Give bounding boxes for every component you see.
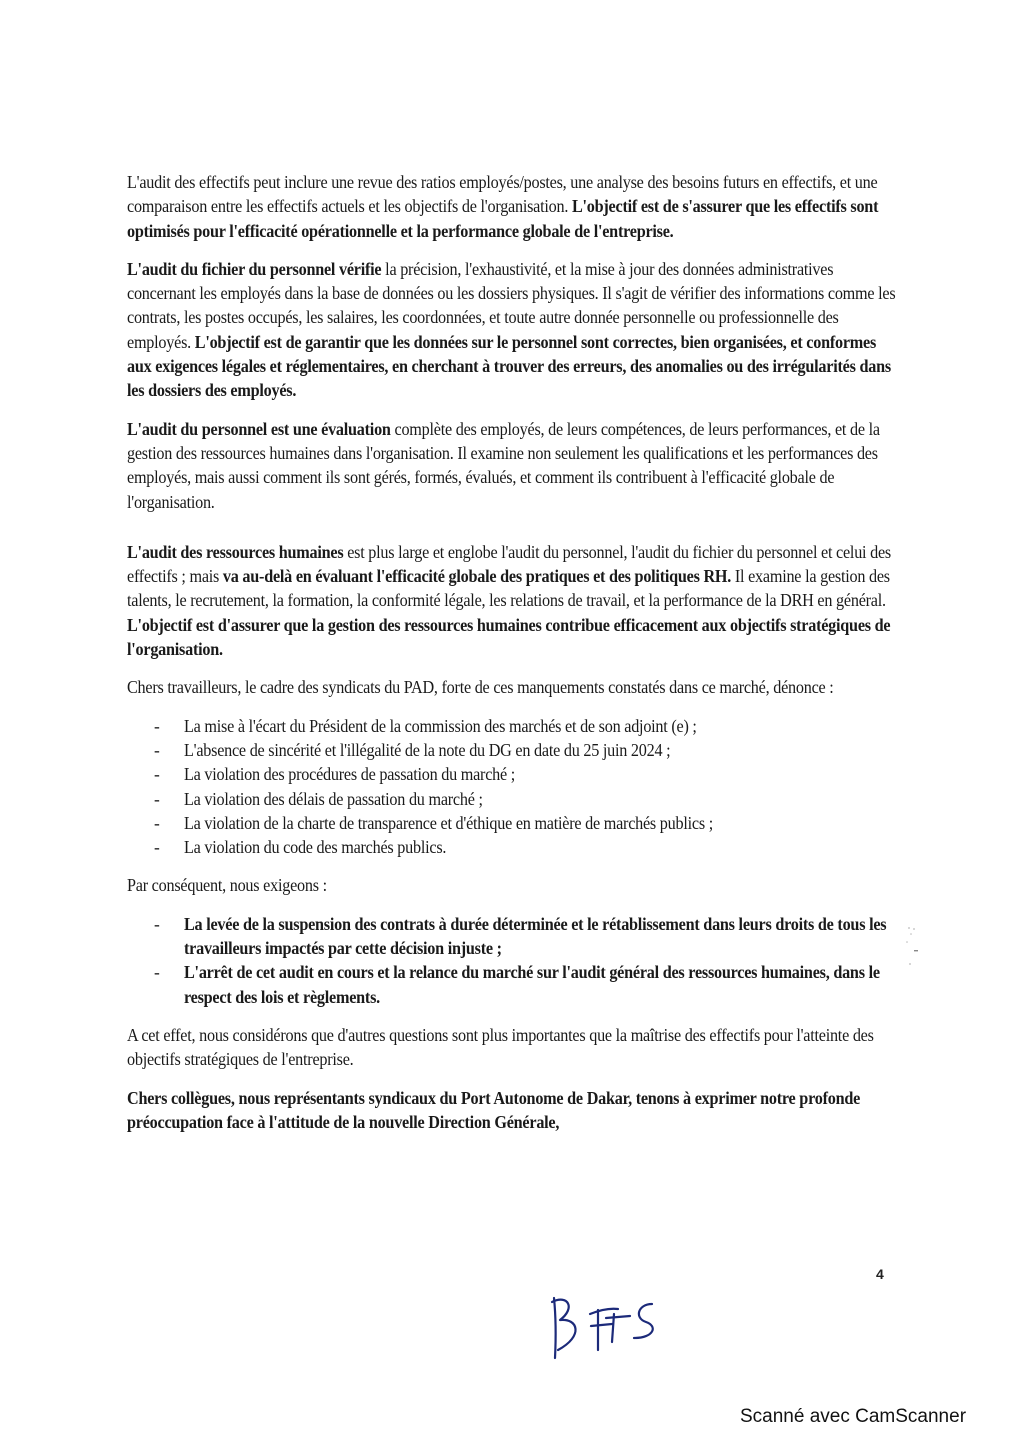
paragraph-text: Par conséquent, nous exigeons :: [127, 875, 327, 896]
noise-dot: [914, 950, 918, 951]
list-dash: -: [154, 962, 160, 983]
paragraph-bold-mid: va au-delà en évaluant l'efficacité globale des pratiques et des politiques RH.: [222, 566, 732, 587]
paragraph-audit-rh: [127, 540, 897, 661]
paragraph-text: L'audit des effectifs peut inclure une revue des ratios employés/postes, une analyse des besoins futurs en effectifs, et une comparaison entre les effectifs actuels et les objectifs de l'organisation.: [127, 172, 878, 217]
scan-noise-marks: [905, 920, 925, 970]
list-dash: -: [154, 788, 160, 809]
noise-dot: [909, 963, 911, 965]
list-dash: -: [154, 715, 160, 736]
paragraph-audit-fichier-personnel: [127, 257, 897, 403]
handwritten-initials-signature: [548, 1292, 678, 1362]
camscanner-watermark: Scanné avec CamScanner: [740, 1406, 967, 1427]
list-item: [127, 960, 897, 1009]
noise-dot: [906, 941, 908, 943]
paragraph-bold-text: L'objectif est d'assurer que la gestion des ressources humaines contribue efficacement aux objectifs stratégiques de l'organisation.: [127, 614, 891, 660]
list-item: [127, 762, 897, 786]
list-item-text: La violation des délais de passation du marché ;: [184, 788, 483, 809]
denounce-list: [127, 714, 897, 860]
list-item: [127, 738, 897, 762]
demand-list: [127, 912, 897, 1009]
list-dash: -: [154, 739, 160, 760]
list-item-text: L'arrêt de cet audit en cours et la relance du marché sur l'audit général des ressources humaines, dans le respect des lois et règlements.: [184, 962, 880, 1007]
paragraph-text: A cet effet, nous considérons que d'autres questions sont plus importantes que la maîtrise des effectifs pour l'atteinte des objectifs stratégiques de l'entreprise.: [127, 1024, 874, 1070]
list-item-text: La violation du code des marchés publics.: [184, 837, 447, 858]
paragraph-text: Il examine la gestion des talents, le recrutement, la formation, la conformité légale, les relations de travail, et la performance de la DRH en général.: [127, 566, 890, 611]
paragraph-text: Chers travailleurs, le cadre des syndicats du PAD, forte de ces manquements constatés dans ce marché, dénonce :: [127, 677, 834, 698]
page-number: 4: [876, 1266, 884, 1282]
signature-stroke: [634, 1304, 653, 1338]
paragraph-audit-personnel: [127, 417, 897, 514]
list-item: [127, 787, 897, 811]
list-item: [127, 714, 897, 738]
paragraph-text: la précision, l'exhaustivité, et la mise à jour des données administratives concernant les employés dans la base de données ou les dossiers physiques. Il s'agit de vérifier des informations comme les contrats, les postes occupés, les salaires, les coordonnées, et toute autre donnée personnelle ou professionnelle des employés.: [127, 258, 896, 352]
signature-stroke: [591, 1324, 612, 1326]
noise-dot: [910, 933, 912, 935]
paragraph-bold-lead: L'audit du personnel est une évaluation: [127, 418, 391, 439]
paragraph-text: est plus large et englobe l'audit du personnel, l'audit du fichier du personnel et celui des effectifs ; mais: [127, 541, 891, 587]
paragraph-exigences-intro: [127, 873, 897, 897]
paragraph-bold-text: Chers collègues, nous représentants syndicaux du Port Autonome de Dakar, tenons à exprimer notre profonde préoccupation face à l'attitude de la nouvelle Direction Générale,: [127, 1087, 861, 1132]
list-dash: -: [154, 764, 160, 785]
list-item: [127, 835, 897, 859]
paragraph-bold-text: L'objectif est de s'assurer que les effectifs sont optimisés pour l'efficacité opérationnelle et la performance globale de l'entreprise.: [127, 196, 879, 241]
list-dash: -: [154, 837, 160, 858]
paragraph-audit-effectifs: [127, 170, 897, 243]
paragraph-bold-lead: L'audit des ressources humaines: [127, 541, 344, 562]
paragraph-denonciation-intro: [127, 675, 897, 699]
list-item-text: La violation de la charte de transparence et d'éthique en matière de marchés publics ;: [184, 812, 713, 833]
paragraph-conclusion: [127, 1023, 897, 1072]
signature-stroke: [554, 1298, 556, 1358]
paragraph-text: complète des employés, de leurs compétences, de leurs performances, et de la gestion des ressources humaines dans l'organisation. Il examine non seulement les qualifications et les performances des employés, mais aussi comment ils sont gérés, formés, évalués, et comment ils contribuent à l'efficacité globale de l'organisation.: [127, 418, 880, 512]
list-item: [127, 811, 897, 835]
paragraph-chers-collegues: [127, 1086, 897, 1135]
list-dash: -: [154, 812, 160, 833]
list-item-text: La violation des procédures de passation du marché ;: [184, 764, 516, 785]
document-page: [127, 170, 897, 1148]
noise-dot: [908, 927, 910, 929]
signature-stroke: [606, 1316, 630, 1318]
list-dash: -: [154, 913, 160, 934]
spacer: [127, 528, 897, 540]
paragraph-bold-text: L'objectif est de garantir que les données sur le personnel sont correctes, bien organisées, et conformes aux exigences légales et réglementaires, en cherchant à trouver des erreurs, des anomalies ou des irrégularités dans les dossiers des employés.: [127, 331, 891, 401]
list-item: [127, 912, 897, 961]
list-item-text: La mise à l'écart du Président de la commission des marchés et de son adjoint (e) ;: [184, 715, 697, 736]
list-item-text: La levée de la suspension des contrats à durée déterminée et le rétablissement dans leurs droits de tous les travailleurs impactés par cette décision injuste ;: [184, 913, 887, 959]
list-item-text: L'absence de sincérité et l'illégalité de la note du DG en date du 25 juin 2024 ;: [184, 739, 671, 760]
noise-dot: [913, 928, 915, 930]
paragraph-bold-lead: L'audit du fichier du personnel vérifie: [127, 258, 382, 279]
